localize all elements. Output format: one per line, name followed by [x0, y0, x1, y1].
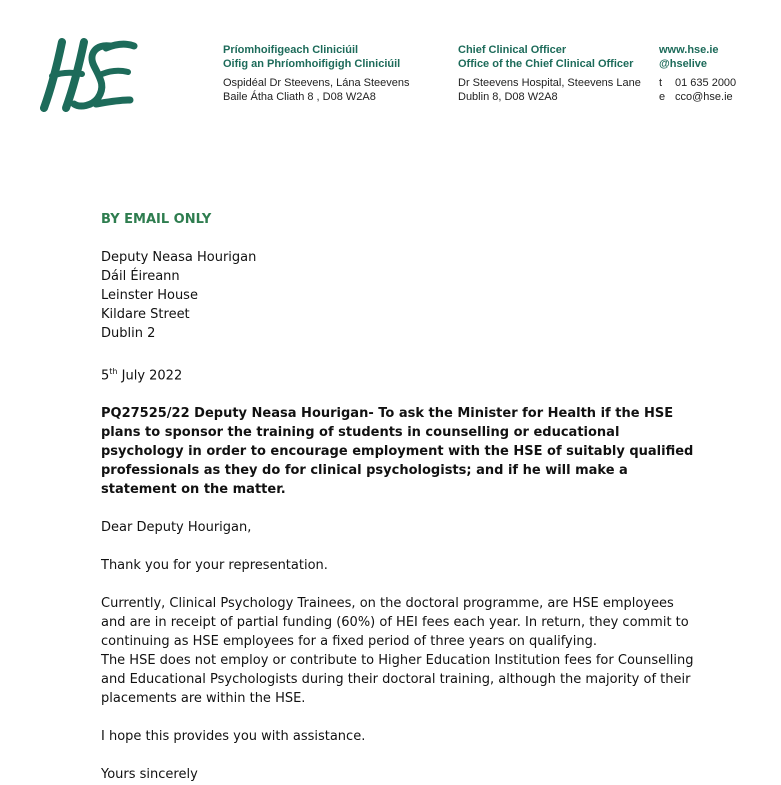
body-paragraph-2: The HSE does not employ or contribute to Higher Education Institution fees for Counselling and Educational Psychologists during their doctoral training, although the majority of their placements are within the HSE.: [101, 653, 694, 707]
date-suffix: th: [109, 367, 118, 376]
thanks-paragraph: Thank you for your representation.: [101, 558, 328, 574]
email-key: e: [659, 90, 666, 103]
phone-number: 01 635 2000: [675, 77, 737, 89]
salutation: Dear Deputy Hourigan,: [101, 520, 252, 536]
letter-date: [101, 362, 701, 385]
recipient-line: Kildare Street: [101, 307, 190, 322]
irish-address-1: Ospidéal Dr Steevens, Lána Steevens: [223, 77, 410, 89]
body-paragraph-1: Currently, Clinical Psychology Trainees, on the doctoral programme, are HSE employees and are in receipt of partial funding (60%) of HEI fees each year. In return, they commit to continuing as HSE employees for a fixed period of three years on qualifying.: [101, 596, 689, 650]
phone-line: [659, 77, 774, 91]
date-day: 5: [101, 368, 110, 384]
website-link[interactable]: www.hse.ie: [659, 44, 719, 56]
hse-logo-mark: [40, 36, 138, 114]
hse-logo: [40, 36, 138, 114]
english-address-2: Dublin 8, D08 W2A8: [458, 90, 558, 103]
header-english-block: [458, 44, 658, 104]
letter-body: [101, 210, 701, 784]
irish-address-2: Baile Átha Cliath 8 , D08 W2A8: [223, 90, 376, 103]
irish-title-2: Oifig an Phríomhoifigigh Cliniciúil: [223, 57, 401, 70]
phone-key: t: [659, 77, 663, 89]
header-irish-block: [223, 44, 453, 104]
recipient-address: [101, 248, 701, 343]
english-address-1: Dr Steevens Hospital, Steevens Lane: [458, 77, 641, 89]
irish-title-1: Príomhoifigeach Cliniciúil: [223, 44, 359, 56]
parliamentary-question: PQ27525/22 Deputy Neasa Hourigan- To ask the Minister for Health if the HSE plans to sponsor the training of students in counselling or educational psychology in order to encourage employment with the HSE of suitably qualified professionals as they do for clinical psychologists; and if he will make a statement on the matter.: [101, 406, 694, 498]
recipient-line: Deputy Neasa Hourigan: [101, 250, 257, 265]
email-line: [659, 91, 774, 105]
recipient-line: Dublin 2: [101, 326, 156, 341]
assistance-line: I hope this provides you with assistance.: [101, 729, 366, 745]
recipient-line: Leinster House: [101, 288, 198, 303]
english-title-2: Office of the Chief Clinical Officer: [458, 57, 634, 70]
twitter-handle[interactable]: @hselive: [659, 57, 708, 70]
closing-line: Yours sincerely: [101, 767, 198, 783]
english-title-1: Chief Clinical Officer: [458, 44, 567, 56]
header-contact-block: [659, 44, 774, 104]
email-address[interactable]: cco@hse.ie: [675, 90, 733, 103]
date-rest: July 2022: [117, 368, 183, 384]
recipient-line: Dáil Éireann: [101, 269, 180, 284]
delivery-notice: BY EMAIL ONLY: [101, 212, 212, 227]
